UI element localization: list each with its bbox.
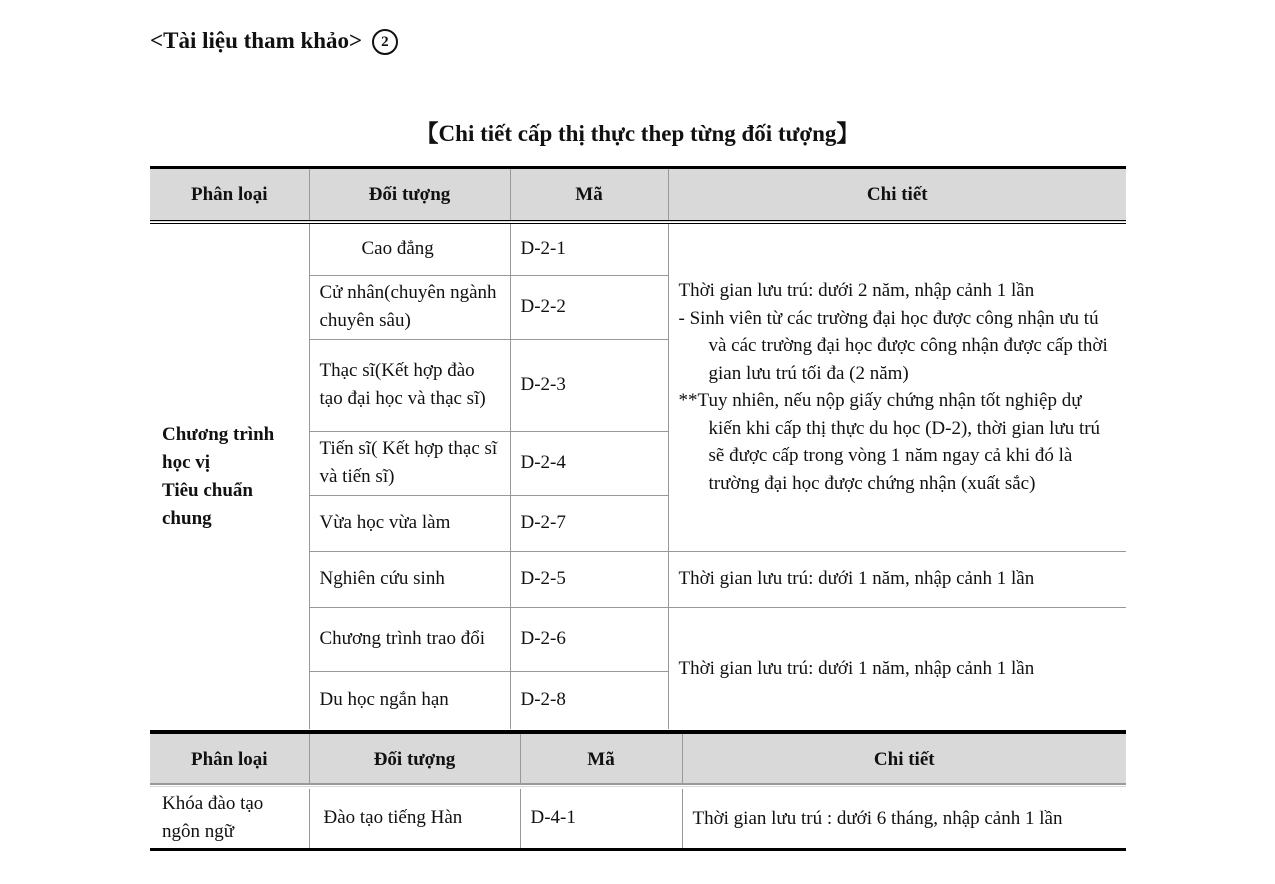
code-cell: D-2-7 [510,495,668,551]
object-cell: Du học ngắn hạn [309,671,510,729]
detail-line: - Sinh viên từ các trường đại học được công nhận ưu tú và các trường đại học được công nhận được cấp thời gian lưu trú tối đa (2 năm) [678,307,1108,384]
header-category: Phân loại [150,168,309,223]
header-detail: Chi tiết [668,168,1126,223]
header-object: Đối tượng [309,168,510,223]
detail-line: **Tuy nhiên, nếu nộp giấy chứng nhận tốt nghiệp dự kiến khi cấp thị thực du học (D-2), thời gian lưu trú sẽ được cấp trong vòng 1 năm ngay cả khi đó là trường đại học được chứng nhận (xuất sắc) [678,390,1101,494]
header-text: <Tài liệu tham khảo> [150,28,363,53]
detail-cell-group1 [668,222,1126,551]
category-cell: Khóa đào tạo ngôn ngữ [150,787,309,849]
code-cell: D-2-4 [510,431,668,495]
table-row [150,222,1126,275]
category-line: Tiêu chuẩn [162,479,253,501]
circled-number: 2 [372,29,398,55]
code-cell: D-2-3 [510,339,668,431]
category-line: Chương trình [162,423,275,445]
code-cell: D-2-8 [510,671,668,729]
detail-line: Thời gian lưu trú: dưới 2 năm, nhập cảnh 1 lần [678,280,1035,302]
category-cell [150,222,309,729]
object-cell: Vừa học vừa làm [309,495,510,551]
header-code: Mã [510,168,668,223]
table-header-row [150,732,1126,787]
document-header [150,28,398,55]
code-cell: D-4-1 [520,787,682,849]
category-line: học vị [162,451,211,473]
table-row [150,787,1126,849]
object-cell: Cao đẳng [309,222,510,275]
detail-cell-group2: Thời gian lưu trú: dưới 1 năm, nhập cảnh 1 lần [668,551,1126,607]
header-object: Đối tượng [309,732,520,787]
object-cell: Chương trình trao đổi [309,607,510,671]
table-header-row [150,168,1126,223]
header-category: Phân loại [150,732,309,787]
visa-detail-table [150,166,1126,729]
detail-cell: Thời gian lưu trú : dưới 6 tháng, nhập cảnh 1 lần [682,787,1126,849]
object-cell: Nghiên cứu sinh [309,551,510,607]
object-cell: Đào tạo tiếng Hàn [309,787,520,849]
header-code: Mã [520,732,682,787]
code-cell: D-2-6 [510,607,668,671]
code-cell: D-2-2 [510,275,668,339]
header-detail: Chi tiết [682,732,1126,787]
code-cell: D-2-5 [510,551,668,607]
object-cell: Tiến sĩ( Kết hợp thạc sĩ và tiến sĩ) [309,431,510,495]
language-course-table [150,730,1126,851]
detail-cell-group3: Thời gian lưu trú: dưới 1 năm, nhập cảnh 1 lần [668,607,1126,729]
category-line: chung [162,507,212,529]
object-cell: Thạc sĩ(Kết hợp đào tạo đại học và thạc sĩ) [309,339,510,431]
code-cell: D-2-1 [510,222,668,275]
table-title: 【Chi tiết cấp thị thực thep từng đối tượng】 [415,121,860,146]
object-cell: Cử nhân(chuyên ngành chuyên sâu) [309,275,510,339]
